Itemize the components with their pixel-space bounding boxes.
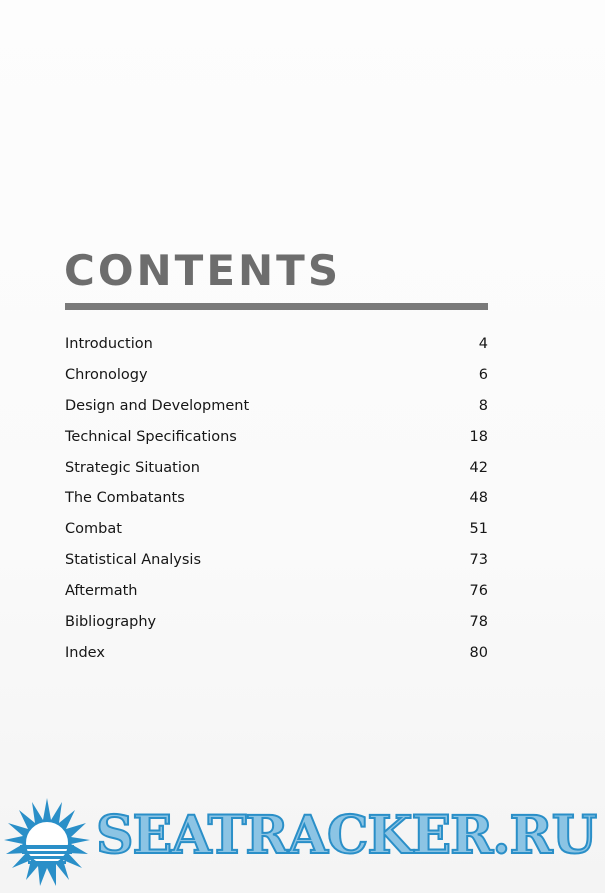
toc-entry-label: The Combatants <box>65 490 185 507</box>
watermark <box>0 798 605 893</box>
toc-entry <box>65 336 488 367</box>
title-underline <box>65 303 488 310</box>
toc-entry-page: 18 <box>469 428 488 445</box>
toc-entry <box>65 583 488 614</box>
toc-entry-label: Aftermath <box>65 583 138 600</box>
toc-entry <box>65 552 488 583</box>
toc-entry <box>65 429 488 460</box>
toc-entry-page: 6 <box>478 366 488 383</box>
toc-entry <box>65 614 488 645</box>
table-of-contents <box>65 336 488 676</box>
toc-entry <box>65 490 488 521</box>
toc-entry <box>65 645 488 676</box>
toc-entry-label: Introduction <box>65 336 153 352</box>
watermark-text: SEATRACKER.RU <box>96 805 597 866</box>
toc-entry-page: 48 <box>469 490 488 507</box>
toc-entry-page: 73 <box>469 552 488 569</box>
toc-entry-label: Bibliography <box>65 614 157 631</box>
toc-entry <box>65 460 488 491</box>
toc-entry-label: Statistical Analysis <box>65 552 201 569</box>
toc-entry-page: 76 <box>469 583 488 600</box>
toc-entry-page: 42 <box>469 459 488 476</box>
sun-logo-icon <box>4 798 90 888</box>
toc-entry-label: Strategic Situation <box>65 459 200 476</box>
toc-entry-label: Index <box>65 644 105 661</box>
toc-entry-page: 4 <box>478 336 488 352</box>
toc-entry-page: 8 <box>478 397 488 414</box>
contents-title: CONTENTS <box>64 246 342 295</box>
toc-entry-page: 78 <box>469 614 488 631</box>
toc-entry <box>65 398 488 429</box>
toc-entry-label: Combat <box>65 521 122 538</box>
toc-entry-label: Chronology <box>65 366 148 383</box>
toc-entry-label: Design and Development <box>65 397 250 414</box>
toc-entry <box>65 367 488 398</box>
toc-entry-page: 51 <box>469 521 488 538</box>
toc-entry <box>65 521 488 552</box>
toc-entry-label: Technical Specifications <box>65 428 237 445</box>
toc-entry-page: 80 <box>469 644 488 661</box>
